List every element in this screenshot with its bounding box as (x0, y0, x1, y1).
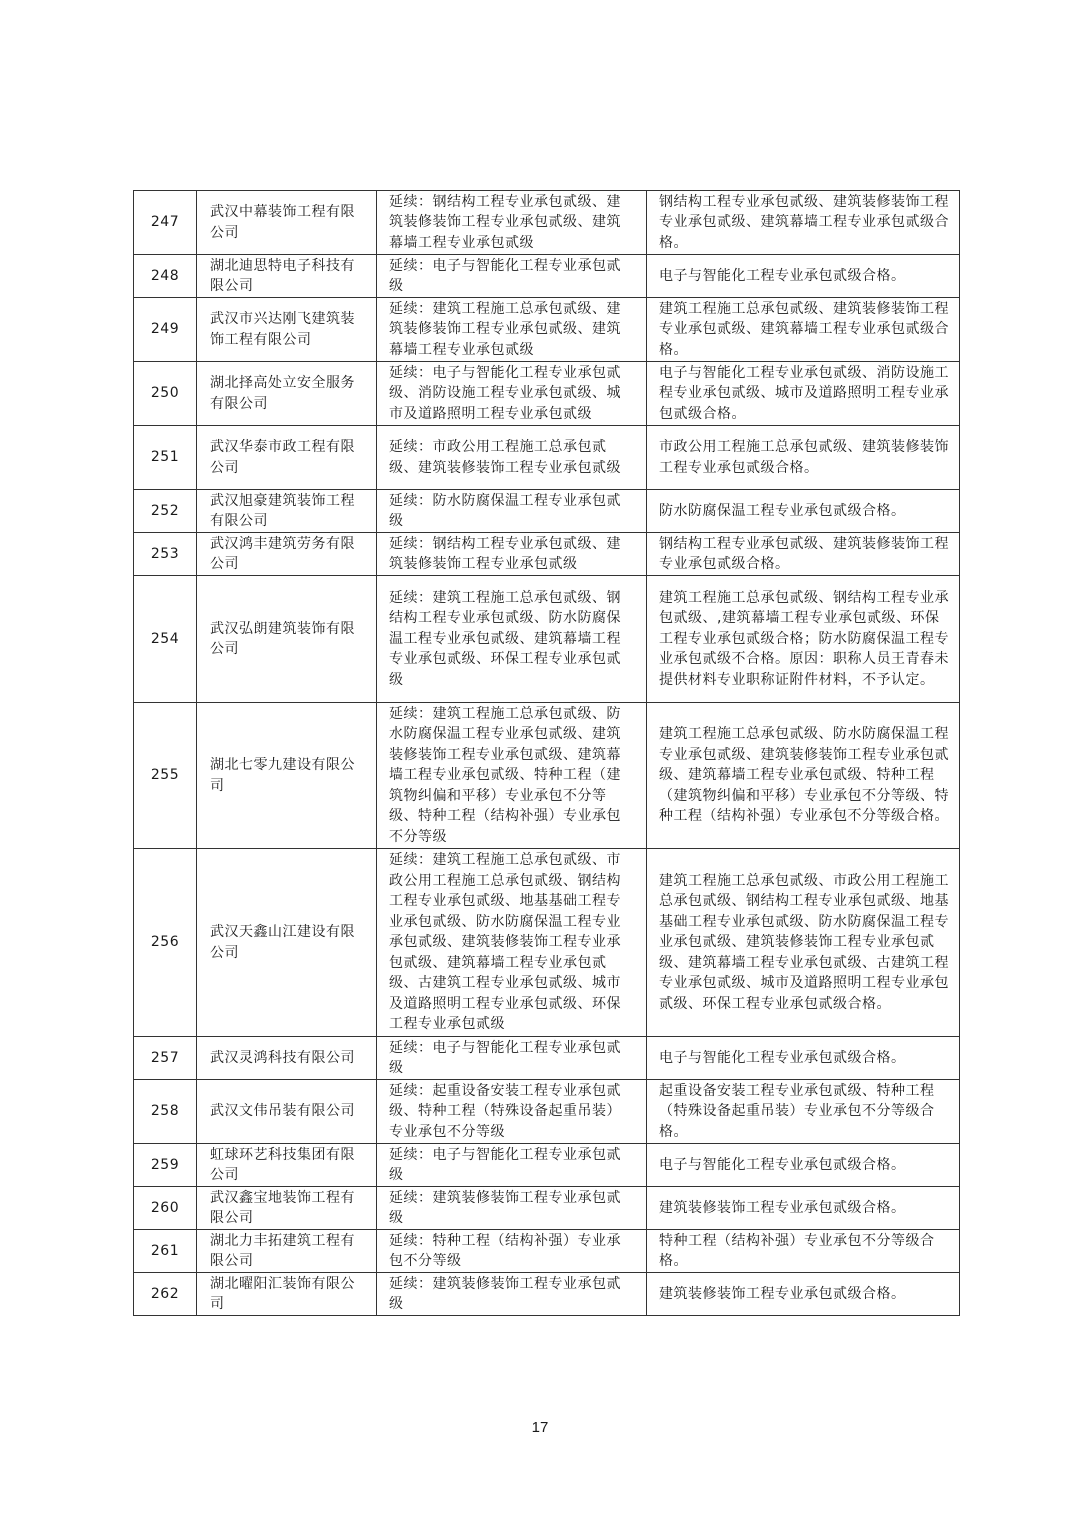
company-name: 武汉天鑫山江建设有限公司 (197, 849, 377, 1037)
application-content: 延续：特种工程（结构补强）专业承包不分等级 (377, 1230, 647, 1273)
application-content: 延续：建筑工程施工总承包贰级、建筑装修装饰工程专业承包贰级、建筑幕墙工程专业承包贰级 (377, 298, 647, 362)
review-result: 钢结构工程专业承包贰级、建筑装修装饰工程专业承包贰级、建筑幕墙工程专业承包贰级合格。 (647, 191, 960, 255)
review-result: 钢结构工程专业承包贰级、建筑装修装饰工程专业承包贰级合格。 (647, 533, 960, 576)
company-name: 武汉鑫宝地装饰工程有限公司 (197, 1187, 377, 1230)
company-name: 湖北迪思特电子科技有限公司 (197, 255, 377, 298)
review-result: 建筑工程施工总承包贰级、市政公用工程施工总承包贰级、钢结构工程专业承包贰级、地基基础工程专业承包贰级、防水防腐保温工程专业承包贰级、建筑装修装饰工程专业承包贰级、建筑幕墙工程专业承包贰级、古建筑工程专业承包贰级、城市及道路照明工程专业承包贰级、环保工程专业承包贰级合格。 (647, 849, 960, 1037)
application-content: 延续：建筑装修装饰工程专业承包贰级 (377, 1273, 647, 1316)
application-content: 延续：建筑工程施工总承包贰级、市政公用工程施工总承包贰级、钢结构工程专业承包贰级、地基基础工程专业承包贰级、防水防腐保温工程专业承包贰级、建筑装修装饰工程专业承包贰级、建筑幕墙工程专业承包贰级、古建筑工程专业承包贰级、城市及道路照明工程专业承包贰级、环保工程专业承包贰级 (377, 849, 647, 1037)
application-content: 延续：防水防腐保温工程专业承包贰级 (377, 490, 647, 533)
company-name: 武汉鸿丰建筑劳务有限公司 (197, 533, 377, 576)
row-number: 249 (134, 298, 197, 362)
application-content: 延续：建筑装修装饰工程专业承包贰级 (377, 1187, 647, 1230)
row-number: 257 (134, 1037, 197, 1080)
row-number: 255 (134, 703, 197, 849)
review-result: 建筑工程施工总承包贰级、钢结构工程专业承包贰级、,建筑幕墙工程专业承包贰级、环保工程专业承包贰级合格；防水防腐保温工程专业承包贰级不合格。原因：职称人员王青春未提供材料专业职称证附件材料，不予认定。 (647, 576, 960, 703)
application-content: 延续：电子与智能化工程专业承包贰级 (377, 255, 647, 298)
row-number: 250 (134, 362, 197, 426)
company-name: 武汉灵鸿科技有限公司 (197, 1037, 377, 1080)
company-name: 武汉旭豪建筑装饰工程有限公司 (197, 490, 377, 533)
row-number: 254 (134, 576, 197, 703)
table-row (134, 849, 960, 1037)
application-content: 延续：电子与智能化工程专业承包贰级 (377, 1144, 647, 1187)
table-row (134, 1037, 960, 1080)
review-result: 建筑工程施工总承包贰级、防水防腐保温工程专业承包贰级、建筑装修装饰工程专业承包贰级、建筑幕墙工程专业承包贰级、特种工程（建筑物纠偏和平移）专业承包不分等级、特种工程（结构补强）专业承包不分等级合格。 (647, 703, 960, 849)
table-row (134, 191, 960, 255)
company-name: 湖北曜阳汇装饰有限公司 (197, 1273, 377, 1316)
qualification-table (133, 190, 960, 1316)
row-number: 247 (134, 191, 197, 255)
row-number: 261 (134, 1230, 197, 1273)
review-result: 建筑工程施工总承包贰级、建筑装修装饰工程专业承包贰级、建筑幕墙工程专业承包贰级合格。 (647, 298, 960, 362)
company-name: 武汉弘朗建筑装饰有限公司 (197, 576, 377, 703)
review-result: 建筑装修装饰工程专业承包贰级合格。 (647, 1187, 960, 1230)
row-number: 248 (134, 255, 197, 298)
application-content: 延续：钢结构工程专业承包贰级、建筑装修装饰工程专业承包贰级、建筑幕墙工程专业承包贰级 (377, 191, 647, 255)
table-row (134, 255, 960, 298)
table-row (134, 298, 960, 362)
review-result: 电子与智能化工程专业承包贰级合格。 (647, 255, 960, 298)
table-row (134, 1230, 960, 1273)
application-content: 延续：市政公用工程施工总承包贰级、建筑装修装饰工程专业承包贰级 (377, 426, 647, 490)
company-name: 武汉中幕装饰工程有限公司 (197, 191, 377, 255)
review-result: 防水防腐保温工程专业承包贰级合格。 (647, 490, 960, 533)
company-name: 武汉文伟吊装有限公司 (197, 1080, 377, 1144)
company-name: 虹球环艺科技集团有限公司 (197, 1144, 377, 1187)
application-content: 延续：钢结构工程专业承包贰级、建筑装修装饰工程专业承包贰级 (377, 533, 647, 576)
review-result: 电子与智能化工程专业承包贰级、消防设施工程专业承包贰级、城市及道路照明工程专业承包贰级合格。 (647, 362, 960, 426)
row-number: 253 (134, 533, 197, 576)
row-number: 260 (134, 1187, 197, 1230)
row-number: 259 (134, 1144, 197, 1187)
company-name: 武汉市兴达刚飞建筑装饰工程有限公司 (197, 298, 377, 362)
application-content: 延续：建筑工程施工总承包贰级、钢结构工程专业承包贰级、防水防腐保温工程专业承包贰级、建筑幕墙工程专业承包贰级、环保工程专业承包贰级 (377, 576, 647, 703)
review-result: 电子与智能化工程专业承包贰级合格。 (647, 1144, 960, 1187)
row-number: 262 (134, 1273, 197, 1316)
row-number: 258 (134, 1080, 197, 1144)
page-number: 17 (531, 1419, 549, 1436)
table-row (134, 703, 960, 849)
application-content: 延续：起重设备安装工程专业承包贰级、特种工程（特殊设备起重吊装）专业承包不分等级 (377, 1080, 647, 1144)
row-number: 251 (134, 426, 197, 490)
table-row (134, 362, 960, 426)
table-row (134, 490, 960, 533)
application-content: 延续：建筑工程施工总承包贰级、防水防腐保温工程专业承包贰级、建筑装修装饰工程专业承包贰级、建筑幕墙工程专业承包贰级、特种工程（建筑物纠偏和平移）专业承包不分等级、特种工程（结构补强）专业承包不分等级 (377, 703, 647, 849)
company-name: 湖北七零九建设有限公司 (197, 703, 377, 849)
company-name: 武汉华泰市政工程有限公司 (197, 426, 377, 490)
review-result: 市政公用工程施工总承包贰级、建筑装修装饰工程专业承包贰级合格。 (647, 426, 960, 490)
review-result: 起重设备安装工程专业承包贰级、特种工程（特殊设备起重吊装）专业承包不分等级合格。 (647, 1080, 960, 1144)
application-content: 延续：电子与智能化工程专业承包贰级 (377, 1037, 647, 1080)
table-row (134, 1080, 960, 1144)
table-row (134, 576, 960, 703)
application-content: 延续：电子与智能化工程专业承包贰级、消防设施工程专业承包贰级、城市及道路照明工程专业承包贰级 (377, 362, 647, 426)
table-row (134, 533, 960, 576)
review-result: 建筑装修装饰工程专业承包贰级合格。 (647, 1273, 960, 1316)
table-row (134, 1144, 960, 1187)
company-name: 湖北力丰拓建筑工程有限公司 (197, 1230, 377, 1273)
company-name: 湖北择高处立安全服务有限公司 (197, 362, 377, 426)
table-row (134, 426, 960, 490)
row-number: 256 (134, 849, 197, 1037)
review-result: 特种工程（结构补强）专业承包不分等级合格。 (647, 1230, 960, 1273)
table-row (134, 1187, 960, 1230)
review-result: 电子与智能化工程专业承包贰级合格。 (647, 1037, 960, 1080)
row-number: 252 (134, 490, 197, 533)
table-row (134, 1273, 960, 1316)
